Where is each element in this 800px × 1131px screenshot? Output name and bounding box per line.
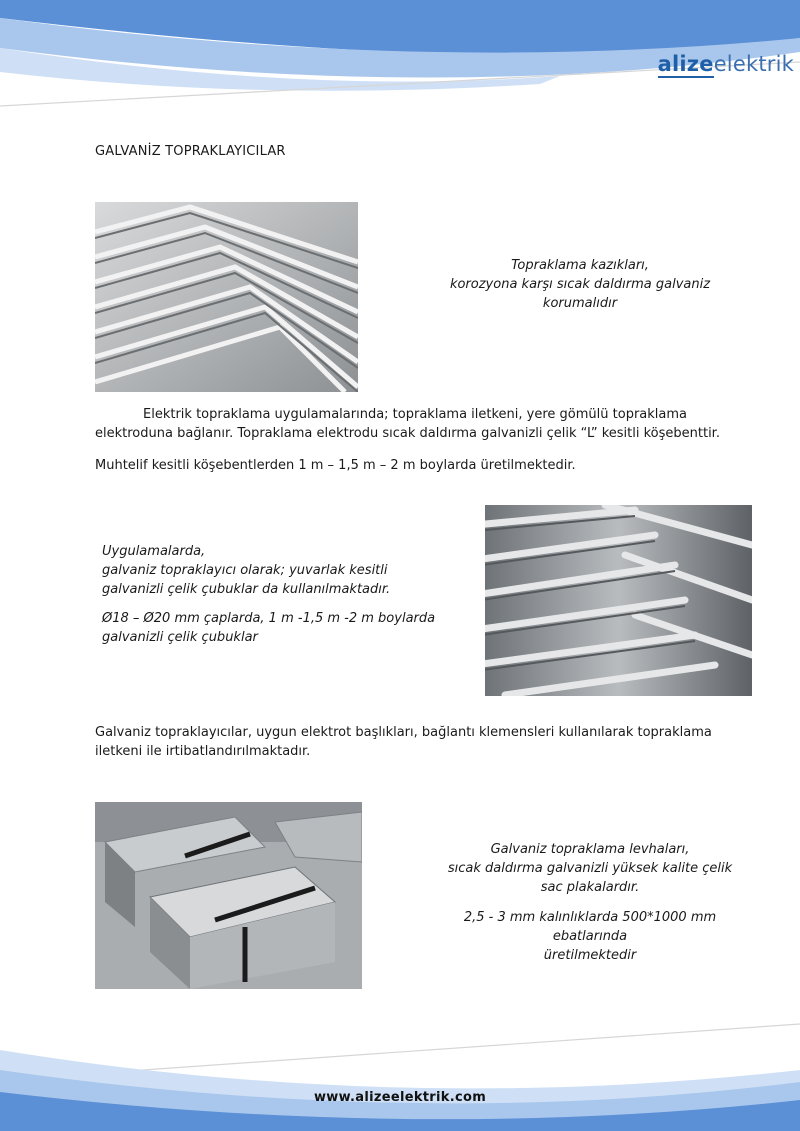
section1-caption — [420, 256, 740, 313]
section1-caption-line: Topraklama kazıkları, — [511, 258, 649, 273]
section1-caption-line: korozyona karşı sıcak daldırma galvaniz — [449, 277, 711, 292]
section2-caption-line: galvanizli çelik çubuklar da kullanılmaktadır. — [102, 582, 391, 597]
section3-caption-line: Galvaniz topraklama levhaları, — [490, 842, 690, 857]
brand-logo-part1: alize — [657, 52, 714, 76]
section3-spec-line: üretilmektedir — [543, 948, 637, 963]
section2-spec-line: galvanizli çelik çubuklar — [102, 630, 258, 645]
section3-spec-line: 2,5 - 3 mm kalınlıklarda 500*1000 mm ebatlarında — [463, 910, 717, 944]
section2-paragraph: Galvaniz topraklayıcılar, uygun elektrot başlıkları, bağlantı klemensleri kullanılarak topraklama iletkeni ile irtibatlandırılmaktadır. — [95, 725, 712, 759]
section3-caption-line: sıcak daldırma galvanizli yüksek kalite çelik — [447, 861, 733, 876]
round-rods-photo — [485, 505, 752, 696]
website-url[interactable]: www.alizeelektrik.com — [313, 1090, 487, 1105]
galvanized-sheets-photo — [95, 802, 362, 989]
brand-logo — [658, 52, 794, 76]
section3-caption — [425, 840, 755, 965]
angle-steel-photo — [95, 202, 358, 392]
section2-caption — [102, 542, 442, 647]
section1-paragraph2: Muhtelif kesitli köşebentlerden 1 m – 1,5 m – 2 m boylarda üretilmektedir. — [95, 458, 576, 473]
section1-paragraph1: Elektrik topraklama uygulamalarında; topraklama iletkeni, yere gömülü topraklama elektroduna bağlanır. Topraklama elektrodu sıcak daldırma galvanizli çelik “L” kesitli köşebenttir. — [95, 407, 720, 441]
section1-caption-line: korumalıdır — [542, 296, 618, 311]
footer-banner — [0, 1020, 800, 1131]
section3-caption-line: sac plakalardır. — [540, 880, 640, 895]
section2-spec-line: Ø18 – Ø20 mm çaplarda, 1 m -1,5 m -2 m boylarda — [102, 611, 436, 626]
section2-caption-line: Uygulamalarda, — [102, 544, 206, 559]
brand-logo-part2: elektrik — [713, 52, 794, 76]
page-title: GALVANİZ TOPRAKLAYICILAR — [95, 144, 286, 159]
section2-caption-line: galvaniz topraklayıcı olarak; yuvarlak kesitli — [102, 563, 388, 578]
